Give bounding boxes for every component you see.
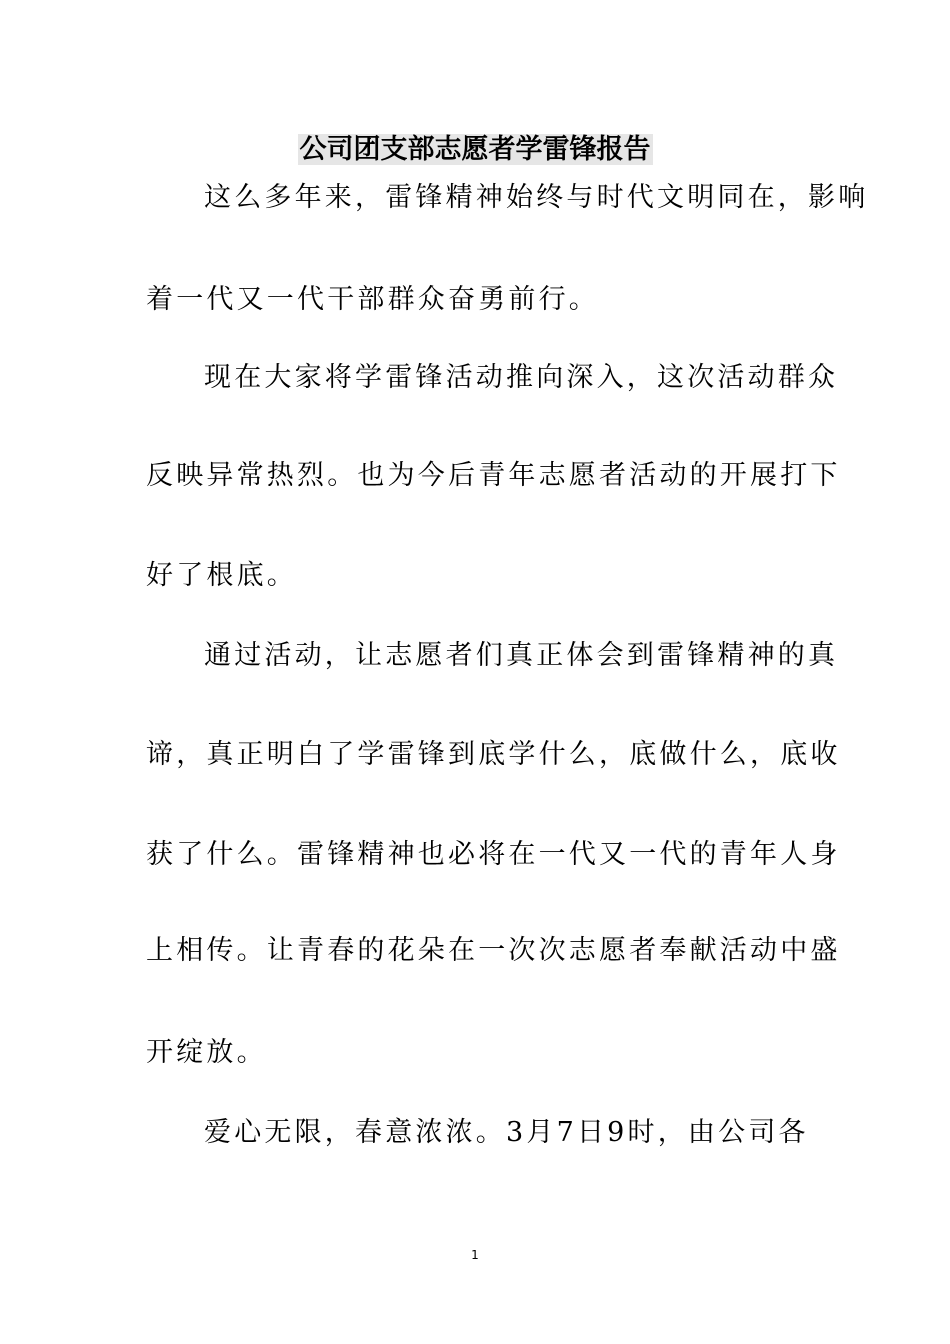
paragraph-line: 获了什么。雷锋精神也必将在一代又一代的青年人身 (146, 839, 841, 870)
paragraph-line: 谛，真正明白了学雷锋到底学什么，底做什么，底收 (146, 739, 841, 770)
paragraph-line: 通过活动，让志愿者们真正体会到雷锋精神的真 (204, 640, 839, 671)
document-title (0, 132, 950, 168)
paragraph-line: 开绽放。 (146, 1037, 267, 1068)
paragraph-line: 好了根底。 (146, 560, 297, 591)
paragraph-line: 现在大家将学雷锋活动推向深入，这次活动群众 (204, 362, 839, 393)
paragraph-line: 这么多年来，雷锋精神始终与时代文明同在，影响 (204, 182, 869, 213)
document-title-text: 公司团支部志愿者学雷锋报告 (299, 134, 651, 165)
paragraph-line: 爱心无限，春意浓浓。3月7日9时，由公司各 (204, 1117, 809, 1148)
paragraph-line: 上相传。让青春的花朵在一次次志愿者奉献活动中盛 (146, 935, 841, 966)
page-number: 1 (471, 1248, 479, 1262)
paragraph-line: 着一代又一代干部群众奋勇前行。 (146, 284, 599, 315)
paragraph-line: 反映异常热烈。也为今后青年志愿者活动的开展打下 (146, 460, 841, 491)
